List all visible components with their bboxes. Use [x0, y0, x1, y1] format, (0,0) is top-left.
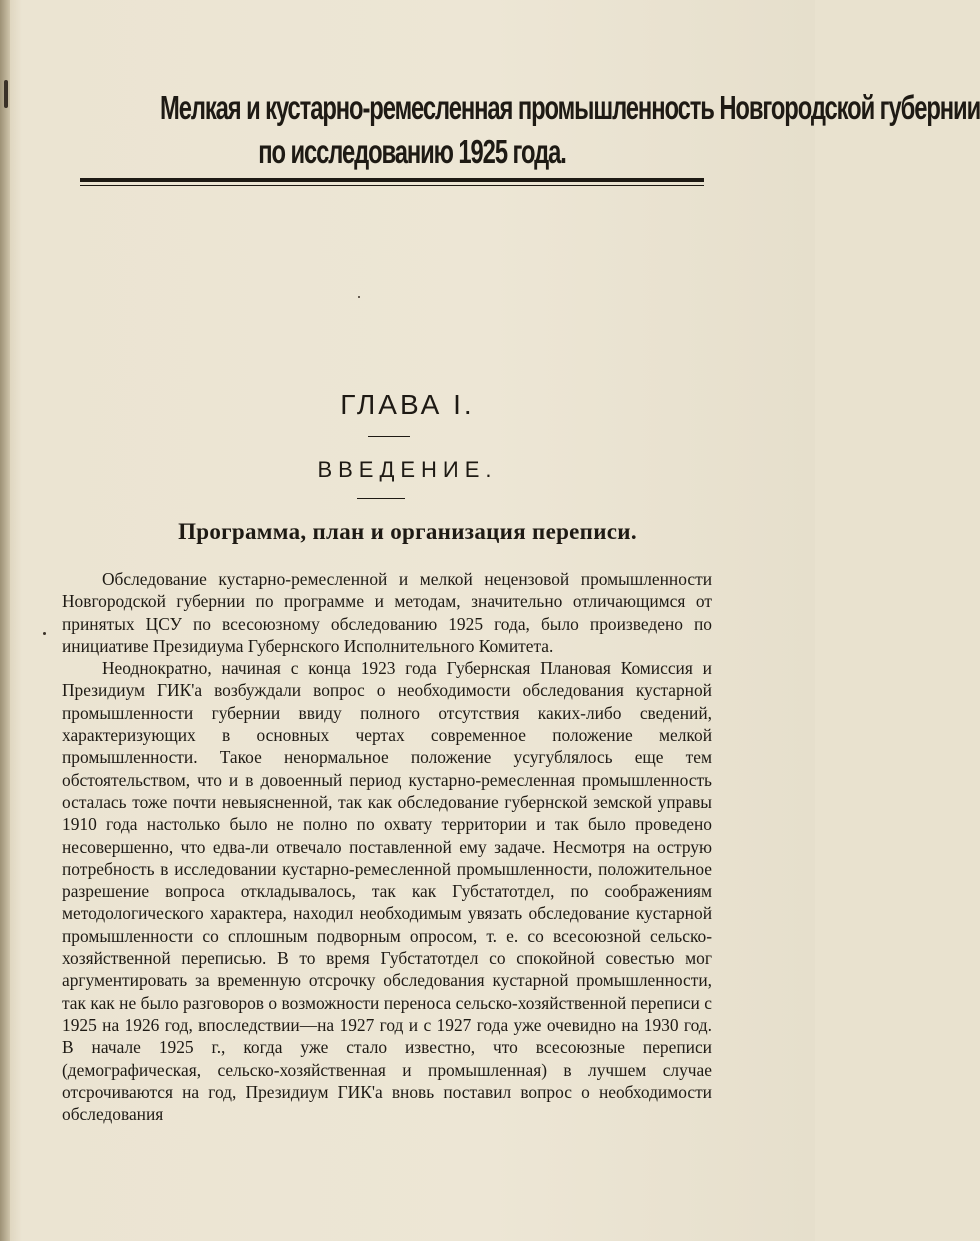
section-title: Программа, план и организация переписи. — [178, 519, 637, 544]
subtitle-rule — [357, 498, 405, 499]
body-text — [62, 568, 712, 1125]
header-rule-thin — [80, 185, 704, 186]
header-line-1: Мелкая и кустарно-ремесленная промышленность Новгородской губернии — [159, 89, 980, 126]
chapter-title: ГЛАВА I. — [340, 389, 475, 420]
page-spine-edge — [0, 0, 10, 1241]
running-header — [159, 86, 980, 174]
header-rule-thick — [80, 178, 704, 182]
paragraph-1: Обследование кустарно-ремесленной и мелкой нецензовой промышленности Новгородской губернии по программе и методам, значительно отличающимся от принятых ЦСУ по всесоюзному обследованию 1925 года, было произведено по инициативе Президиума Губернского Исполнительного Комитета. — [62, 569, 712, 656]
scan-speck — [358, 296, 360, 298]
paragraph-2: Неоднократно, начиная с конца 1923 года Губернская Плановая Комиссия и Президиум ГИК'а возбуждали вопрос о необходимости обследования кустарной промышленности губернии ввиду полного отсутствия каких-либо сведений, характеризующих в основных чертах современное положение мелкой промышленности. Такое ненормальное положение усугублялось еще тем обстоятельством, что и в довоенный период кустарно-ремесленная промышленность осталась тоже почти невыясненной, так как обследование губернской земской управы 1910 года настолько было не полно по охвату территории и так было проведено несовершенно, что едва-ли отвечало поставленной ему задаче. Несмотря на острую потребность в исследовании кустарно-ремесленной промышленности, положительное разрешение вопроса откладывалось, так как Губстатотдел, по соображениям методологического характера, находил необходимым увязать обследование кустарной промышленности со сплошным подворным опросом, т. е. со всесоюзной сельско-хозяйственной переписью. В то время Губстатотдел со спокойной совестью мог аргументировать за временную отсрочку обследования кустарной промышленности, так как не было разговоров о возможности переноса сельско-хозяйственной переписи с 1925 на 1926 год, впоследствии—на 1927 год и с 1927 года уже очевидно на 1930 год. В начале 1925 г., когда уже стало известно, что всесоюзные переписи (демографическая, сельско-хозяйственная и промышленная) в лучшем случае отсрочиваются на год, Президиум ГИК'а вновь поставил вопрос о необходимости обследования — [62, 658, 712, 1125]
scan-speck — [43, 632, 46, 635]
chapter-rule — [368, 436, 410, 437]
scan-mark — [4, 80, 8, 108]
chapter-subtitle: ВВЕДЕНИЕ. — [317, 457, 498, 482]
header-line-2: по исследованию 1925 года. — [258, 133, 566, 170]
